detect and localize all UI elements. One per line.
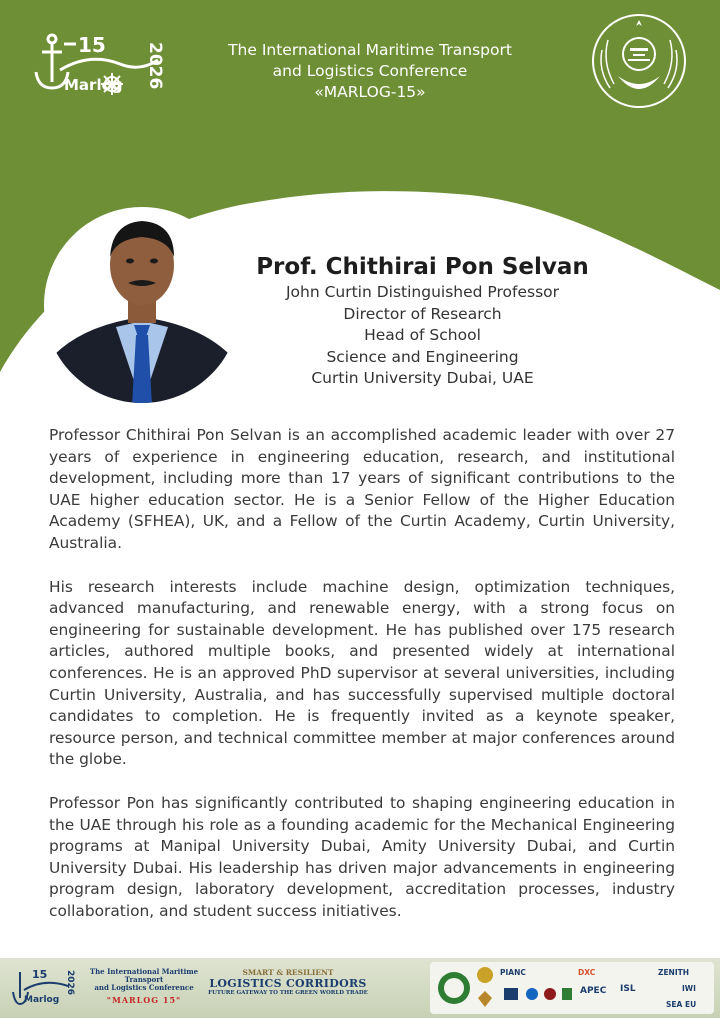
academy-emblem (588, 10, 690, 112)
title-line-2: and Logistics Conference (272, 62, 468, 80)
marlog-logo (30, 30, 170, 102)
partner-iwi: IWI (682, 984, 696, 993)
speaker-info (240, 252, 605, 390)
conference-title (180, 40, 560, 103)
partner-pianc: PIANC (500, 968, 526, 977)
speaker-bio (49, 425, 675, 944)
bio-paragraph: Professor Pon has significantly contributed to shaping engineering education in the UAE through his role as a founding academic for the Mechanical Engineering programs at Manipal University Dubai, Amity University Dubai, and Curtin University Dubai. His leadership has driven major advancements in engineering program design, laboratory development, accreditation processes, industry collaboration, and student success initiatives. (49, 793, 675, 920)
footer-conf-line-1: The International Maritime Transport (89, 967, 199, 984)
title-line-3: «MARLOG-15» (314, 83, 426, 101)
theme-line-1: SMART & RESILIENT (242, 968, 334, 977)
footer-marlog-logo (10, 964, 80, 1012)
footer-conf-line-2: and Logistics Conference (94, 983, 194, 992)
speaker-photo (44, 205, 240, 405)
speaker-name: Prof. Chithirai Pon Selvan (256, 254, 589, 280)
bio-paragraph: His research interests include machine design, optimization techniques, advanced manufacturing, and renewable energy, with a strong focus on engineering for sustainable development. He has published over 175 research articles, authored multiple books, and presented widely at international conferences. He is an approved PhD supervisor at several universities, including Curtin University, Australia, and has successfully supervised multiple doctoral candidates to completion. He is frequently invited as a keynote speaker, resource person, and technical committee member at major conferences around the globe. (49, 577, 675, 769)
theme-line-3: FUTURE GATEWAY TO THE GREEN WORLD TRADE (208, 990, 368, 996)
speaker-title: Director of Research (343, 304, 502, 323)
partner-isl: ISL (620, 984, 636, 994)
partner-logos (430, 962, 714, 1014)
speaker-title: Head of School (364, 326, 481, 344)
footer-conference (84, 968, 204, 1004)
theme-line-2: LOGISTICS CORRIDORS (209, 977, 367, 990)
svg-text:2026: 2026 (65, 970, 75, 996)
partner-seal-icon (476, 966, 494, 984)
svg-text:2026: 2026 (145, 42, 165, 90)
academy-seal-icon (436, 970, 472, 1006)
egypt-emblem-icon (476, 990, 494, 1008)
partner-logo-strip (504, 986, 574, 1010)
speaker-titles (240, 282, 605, 390)
partner-zenith: ZENITH (658, 968, 690, 977)
partner-apec: APEC (580, 986, 607, 996)
footer-banner (0, 958, 720, 1018)
title-line-1: The International Maritime Transport (228, 41, 512, 59)
svg-text:15: 15 (78, 33, 106, 57)
footer-theme (208, 968, 368, 996)
helm-icon (101, 73, 123, 95)
speaker-title: John Curtin Distinguished Professor (285, 283, 560, 301)
svg-text:Marlog: Marlog (64, 76, 123, 94)
footer-conf-short: "MARLOG 15" (106, 995, 182, 1005)
svg-text:Marlog: Marlog (24, 995, 60, 1005)
partner-sea-eu: SEA EU (666, 1000, 697, 1009)
bio-paragraph: Professor Chithirai Pon Selvan is an accomplished academic leader with over 27 years of experience in engineering education, research, and institutional development, including more than 17 years of significant contributions to the UAE higher education sector. He is a Senior Fellow of the Higher Education Academy (SFHEA), UK, and a Fellow of the Curtin Academy, Curtin University, Australia. (49, 426, 675, 552)
svg-text:15: 15 (32, 968, 48, 981)
speaker-title: Curtin University Dubai, UAE (311, 369, 534, 387)
speaker-title: Science and Engineering (326, 347, 519, 366)
partner-dxc: DXC (578, 968, 596, 977)
